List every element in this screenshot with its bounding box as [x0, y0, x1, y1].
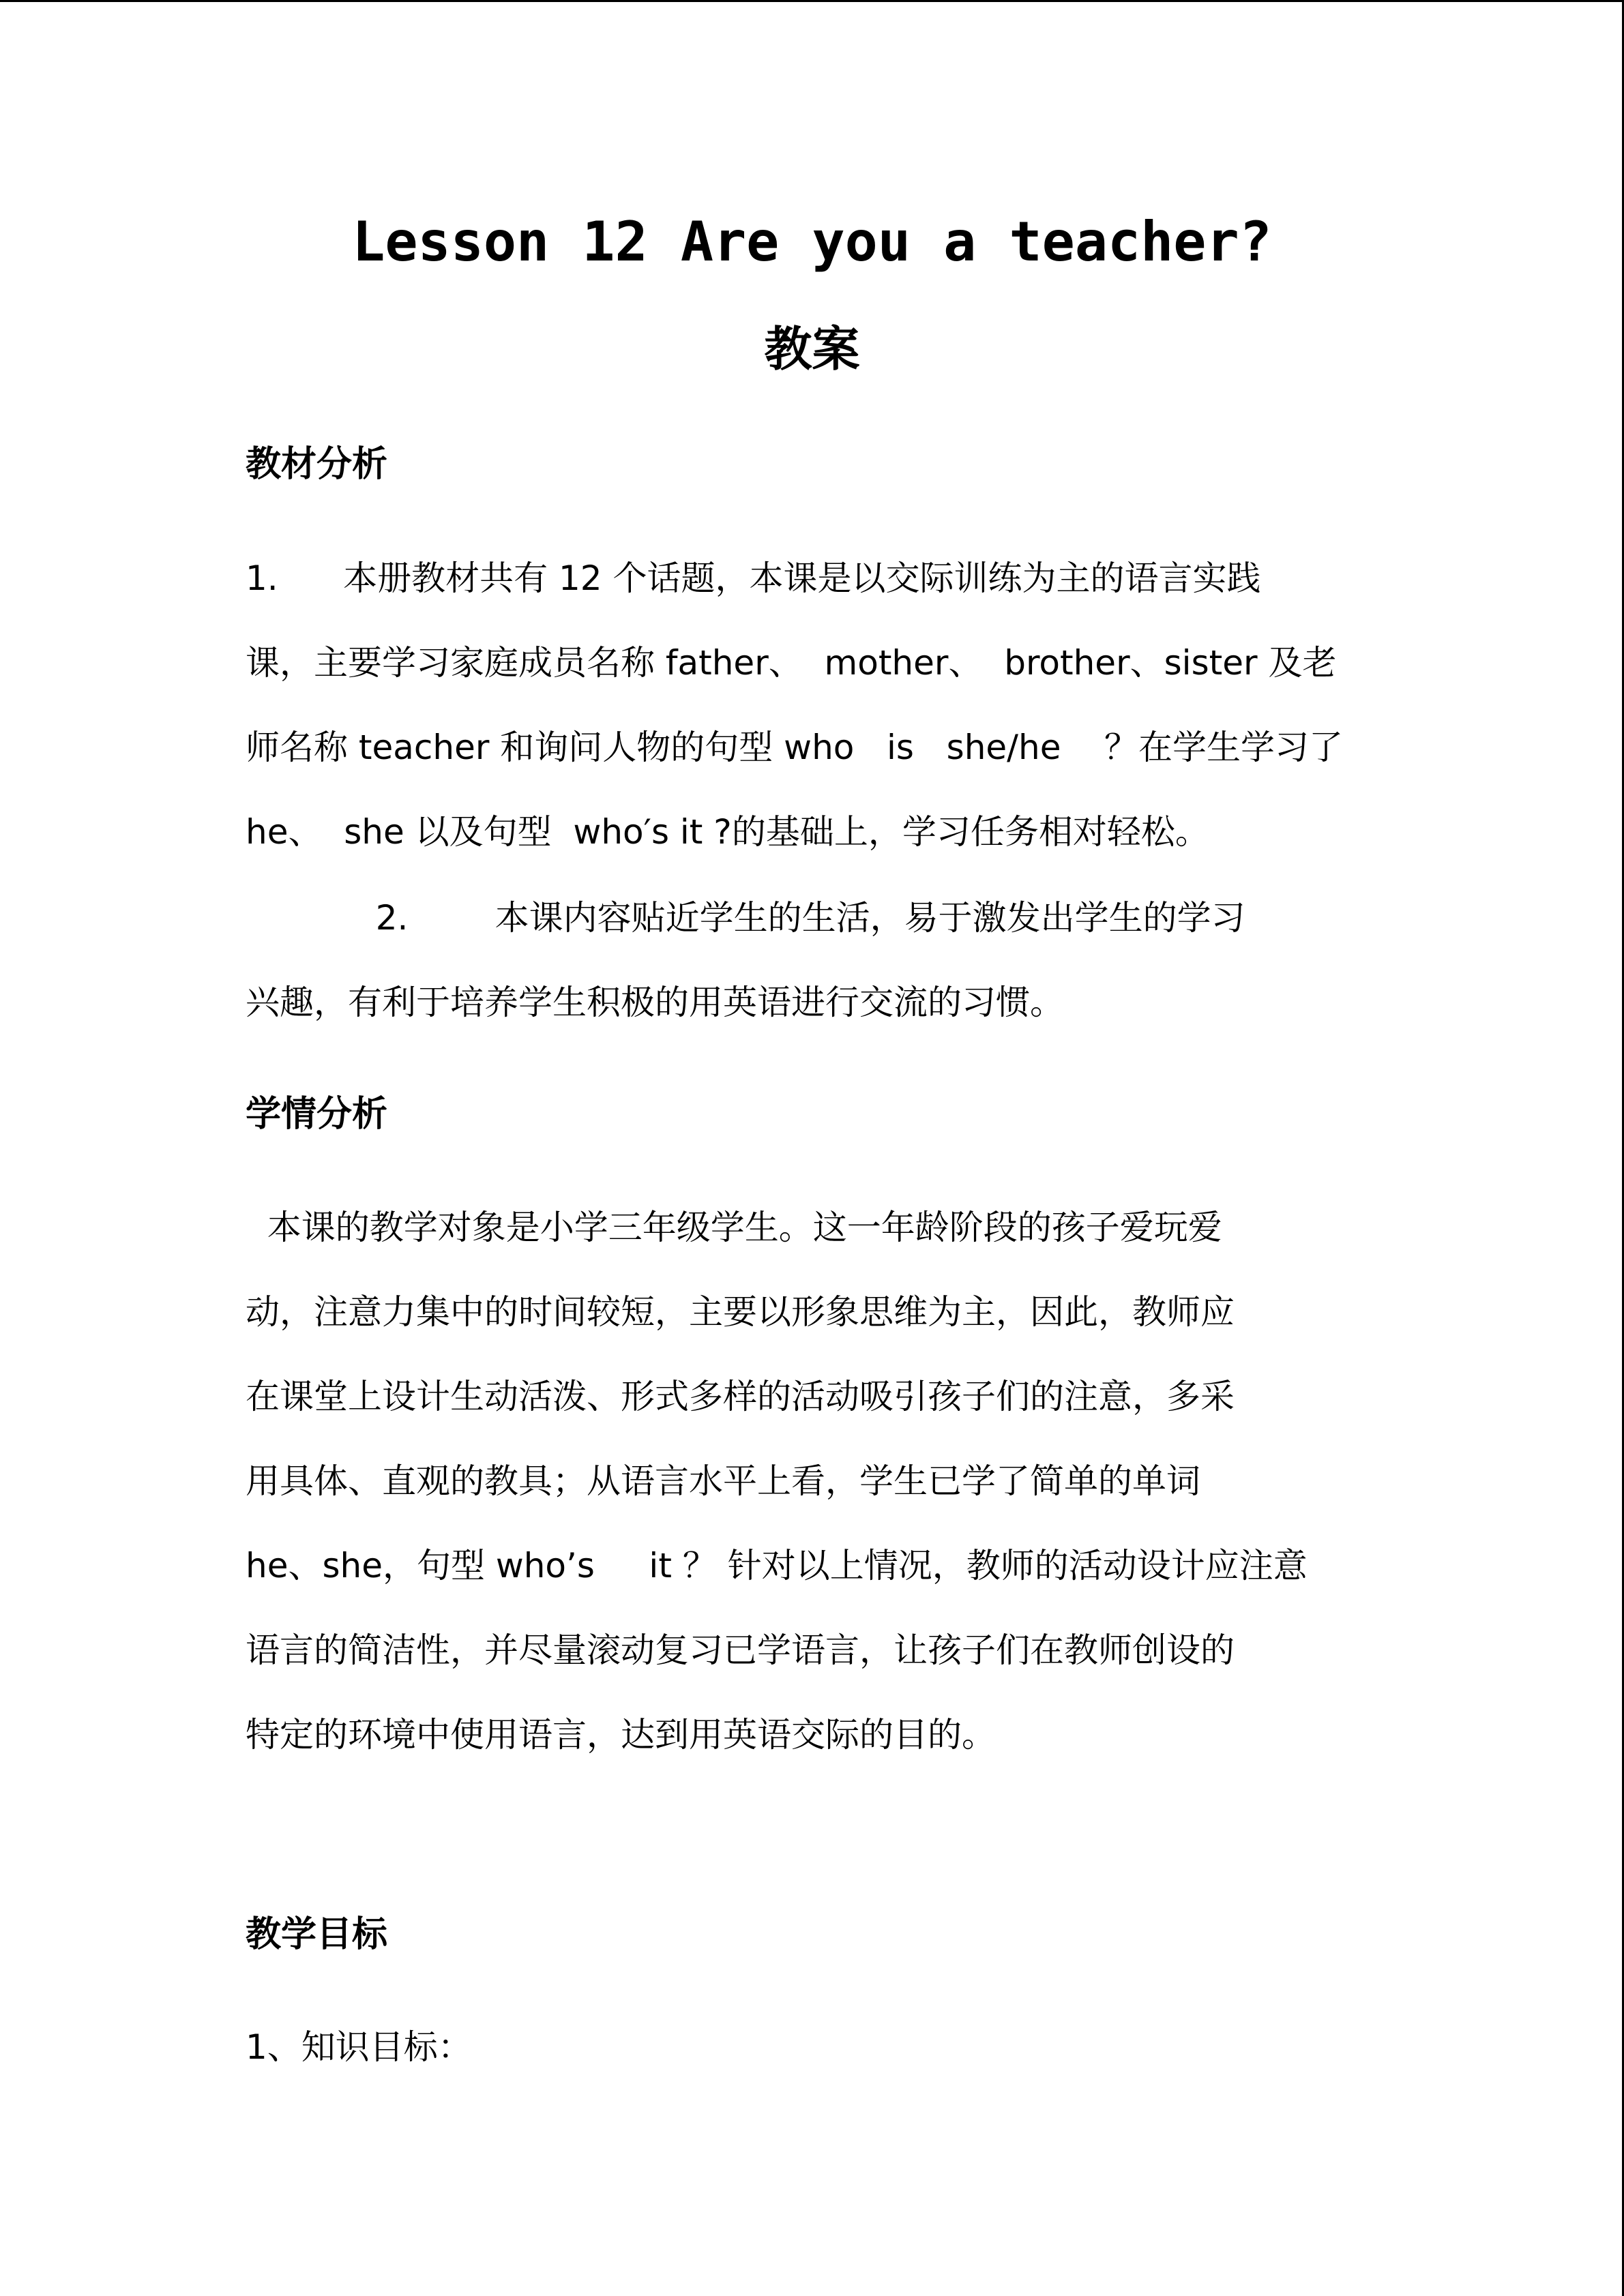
- section-heading-textbook-analysis: 教材分析: [246, 444, 388, 485]
- section-heading-student-analysis: 学情分析: [246, 1094, 388, 1135]
- paragraph-line: 用具体、直观的教具；从语言水平上看，学生已学了简单的单词: [246, 1461, 1200, 1501]
- paragraph-line: 特定的环境中使用语言，达到用英语交际的目的。: [246, 1715, 996, 1755]
- paragraph-line: 在课堂上设计生动活泼、形式多样的活动吸引孩子们的注意，多采: [246, 1377, 1235, 1416]
- paragraph-line: he、she，句型 who’s it ？ 针对以上情况，教师的活动设计应注意: [246, 1546, 1308, 1585]
- paragraph-line: 师名称 teacher 和询问人物的句型 who is she/he ？在学生学习了: [246, 728, 1344, 767]
- paragraph-line: 2. 本课内容贴近学生的生活，易于激发出学生的学习: [246, 898, 1245, 938]
- paragraph-line: he、 she 以及句型 who′s it ?的基础上，学习任务相对轻松。: [246, 812, 1209, 852]
- paragraph-line: 1. 本册教材共有 12 个话题，本课是以交际训练为主的语言实践: [246, 558, 1261, 598]
- paragraph-line: 语言的简洁性，并尽量滚动复习已学语言，让孩子们在教师创设的: [246, 1630, 1235, 1670]
- paragraph-line: 课，主要学习家庭成员名称 father、 mother、 brother、sister 及老: [246, 643, 1337, 683]
- paragraph-line: 本课的教学对象是小学三年级学生。这一年龄阶段的孩子爱玩爱: [246, 1208, 1222, 1247]
- paragraph-line: 1、知识目标：: [246, 2027, 472, 2067]
- page-border-top: [0, 0, 1624, 2]
- document-title: Lesson 12 Are you a teacher?: [352, 210, 1272, 273]
- paragraph-line: 动，注意力集中的时间较短，主要以形象思维为主，因此，教师应: [246, 1292, 1235, 1332]
- section-heading-teaching-goals: 教学目标: [246, 1914, 388, 1955]
- paragraph-line: 兴趣，有利于培养学生积极的用英语进行交流的习惯。: [246, 983, 1064, 1022]
- document-subtitle: 教案: [764, 321, 860, 377]
